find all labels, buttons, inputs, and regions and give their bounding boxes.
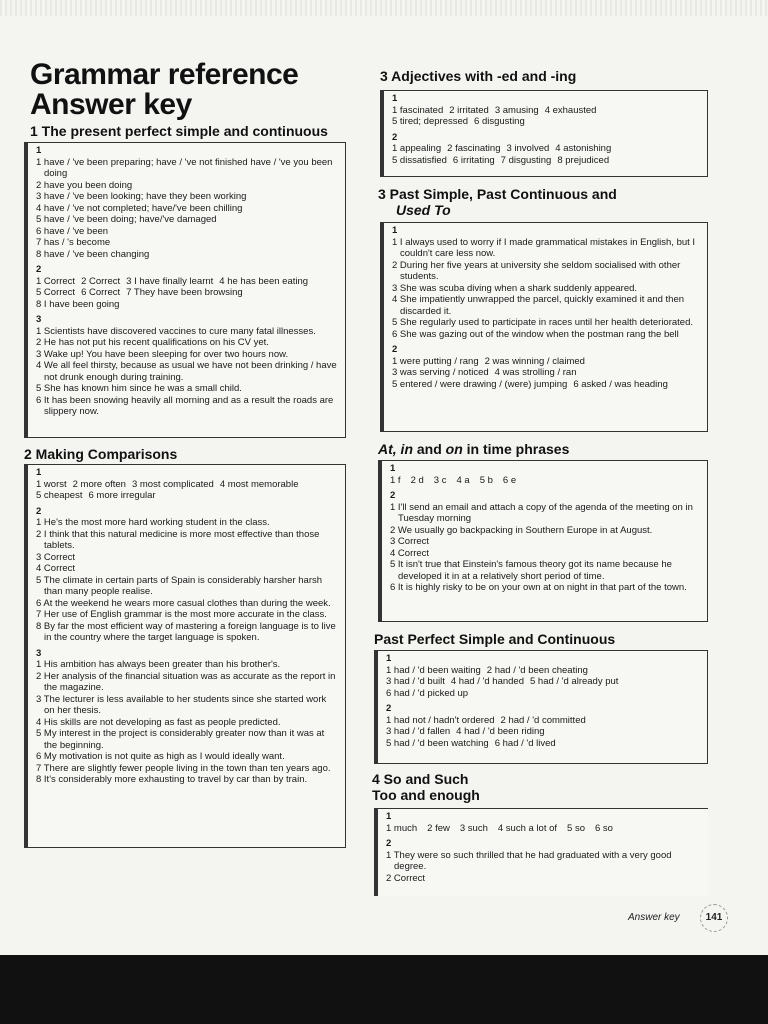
answer-row — [386, 676, 701, 688]
answer-box-so-such — [374, 808, 708, 896]
answer-item: 3 I have finally learnt — [126, 275, 214, 287]
answer-line: 7 Her use of English grammar is the most more accurate in the class. — [36, 609, 327, 620]
answer-item: 4 such a lot of — [497, 822, 558, 834]
answer-item: 4 a — [456, 474, 470, 486]
answer-line: 4 Correct — [390, 547, 430, 559]
answer-line: 5 It isn't true that Einstein's famous theory got its name because he developed it in at a relatively short period of time. — [390, 559, 672, 582]
answer-item: 3 involved — [506, 143, 550, 154]
answer-group — [386, 811, 702, 834]
title-part: in time phrases — [462, 441, 570, 457]
section-title-time-phrases — [378, 441, 569, 457]
answer-item: 7 They have been browsing — [126, 287, 243, 298]
answer-item: 6 more irregular — [88, 490, 156, 501]
answer-line: 6 It is highly risky to be on your own at on night in that part of the town. — [390, 582, 687, 593]
answer-item: 3 had / 'd fallen — [386, 726, 451, 737]
answer-item: 5 had / 'd been watching — [386, 737, 489, 749]
group-number: 2 — [390, 490, 396, 501]
answer-line: 1 His ambition has always been greater than his brother's. — [36, 659, 281, 670]
answer-item: 1 had / 'd been waiting — [386, 664, 481, 676]
answer-item: 8 prejudiced — [557, 154, 610, 166]
group-number: 2 — [36, 264, 42, 275]
answer-item: 1 Correct — [36, 275, 76, 287]
section-title-line1: 3 Past Simple, Past Continuous and — [378, 186, 617, 202]
answer-item: 6 Correct — [81, 287, 121, 298]
answer-item: 3 had / 'd built — [386, 676, 445, 687]
section-title-past-simple — [378, 186, 617, 218]
section-title-line2: Too and enough — [372, 787, 480, 803]
answer-item: 3 was serving / noticed — [392, 367, 489, 378]
answer-item: 2 had / 'd been cheating — [486, 664, 588, 676]
answer-item: 4 was strolling / ran — [494, 367, 577, 378]
answer-line: 5 The climate in certain parts of Spain is considerably harsher harsh than many people realise. — [36, 574, 323, 597]
answer-line: 3 She was scuba diving when a shark suddenly appeared. — [392, 282, 638, 294]
scan-edge — [0, 0, 768, 16]
answer-row — [386, 688, 701, 700]
section-title-past-perfect: Past Perfect Simple and Continuous — [374, 631, 616, 647]
answer-line: 1 I'll send an email and attach a copy of the agenda of the meeting on in Tuesday morning — [390, 501, 693, 524]
answer-group — [390, 490, 701, 594]
answer-row — [392, 356, 701, 368]
answer-item: 5 entered / were drawing / (were) jumping — [392, 378, 568, 390]
answer-box-adjectives — [380, 90, 708, 177]
answer-line: 6 At the weekend he wears more casual clothes than during the week. — [36, 597, 331, 609]
answer-item: 5 Correct — [36, 287, 76, 298]
scan-background — [0, 955, 768, 1024]
answer-item: 2 d — [410, 474, 424, 486]
answer-item: 2 few — [427, 822, 450, 834]
answer-item: 4 most memorable — [219, 478, 299, 490]
section-title-comparisons: 2 Making Comparisons — [24, 446, 178, 462]
answer-item: 6 e — [502, 474, 517, 486]
answer-line: 3 Wake up! You have been sleeping for over two hours now. — [36, 348, 289, 360]
answer-line: 7 There are slightly fewer people living in the town than ten years ago. — [36, 762, 331, 774]
answer-item: 2 irritated — [449, 104, 489, 116]
page-number: 141 — [700, 904, 728, 932]
answer-row — [392, 155, 701, 167]
answer-item: 1 f — [390, 474, 401, 486]
answer-line: 6 It has been snowing heavily all morning and as a result the roads are slippery now. — [36, 394, 334, 417]
answer-item: 6 asked / was heading — [573, 378, 668, 390]
answer-line: 4 She impatiently unwrapped the parcel, quickly examined it and then discarded it. — [392, 294, 685, 317]
answer-item: 3 such — [459, 822, 488, 834]
group-number: 2 — [386, 703, 392, 714]
answer-line: 3 The lecturer is less available to her students since she started work on her thesis. — [36, 693, 327, 716]
answer-group — [36, 467, 339, 502]
answer-item: 1 appealing — [392, 143, 442, 154]
group-number: 1 — [390, 463, 396, 474]
answer-row — [36, 299, 339, 311]
answer-row — [386, 823, 702, 835]
answer-item: 7 disgusting — [500, 154, 552, 166]
section-title-adjectives: 3 Adjectives with -ed and -ing — [380, 68, 577, 84]
group-number: 2 — [392, 344, 398, 355]
section-title-so-such — [372, 771, 480, 803]
answer-row — [36, 276, 339, 288]
answer-line: 6 She was gazing out of the window when the postman rang the bell — [392, 328, 679, 340]
answer-item: 4 had / 'd been riding — [456, 726, 545, 737]
answer-line: 4 His skills are not developing as fast as people predicted. — [36, 716, 281, 728]
answer-line: 2 have you been doing — [36, 179, 133, 191]
answer-group — [386, 703, 701, 749]
answer-item: 6 had / 'd picked up — [386, 687, 469, 699]
answer-line: 6 My motivation is not quite as high as I would ideally want. — [36, 751, 285, 762]
group-number: 1 — [386, 811, 392, 822]
answer-item: 3 amusing — [494, 104, 539, 116]
section-title-present-perfect: 1 The present perfect simple and continuous — [30, 123, 328, 139]
page-title-line1: Grammar reference — [30, 58, 299, 91]
answer-item: 1 had not / hadn't ordered — [386, 714, 495, 726]
answer-row — [392, 116, 701, 128]
answer-group — [36, 506, 339, 644]
answer-row — [386, 738, 701, 750]
answer-item: 4 he has been eating — [219, 275, 309, 287]
answer-line: 8 have / 've been changing — [36, 248, 150, 260]
answer-line: 2 Correct — [386, 872, 426, 884]
answer-line: 8 It's considerably more exhausting to travel by car than by train. — [36, 774, 308, 785]
answer-item: 4 astonishing — [555, 143, 612, 154]
answer-item: 5 b — [479, 474, 493, 486]
title-part: At, in — [378, 441, 413, 457]
answer-line: 2 He has not put his recent qualifications on his CV yet. — [36, 337, 269, 348]
group-number: 1 — [392, 93, 398, 104]
answer-item: 1 fascinated — [392, 104, 444, 116]
answer-item: 4 had / 'd handed — [450, 676, 524, 687]
answer-group — [392, 225, 701, 340]
footer-label: Answer key — [628, 912, 680, 923]
answer-line: 5 have / 've been doing; have/'ve damaged — [36, 214, 217, 225]
answer-line: 5 She has known him since he was a small child. — [36, 383, 242, 394]
answer-item: 5 so — [567, 822, 585, 834]
group-number: 2 — [36, 505, 42, 517]
answer-box-past-simple — [380, 222, 708, 432]
answer-item: 1 were putting / rang — [392, 355, 479, 367]
answer-line: 1 I always used to worry if I made grammatical mistakes in English, but I couldn't care less now. — [392, 236, 696, 259]
answer-box-past-perfect — [374, 650, 708, 764]
answer-row — [386, 726, 701, 738]
answer-line: 1 He's the most more hard working student in the class. — [36, 517, 270, 528]
answer-line: 2 During her five years at university she seldom socialised with other students. — [392, 259, 681, 282]
group-number: 1 — [392, 225, 398, 236]
answer-line: 4 Correct — [36, 563, 76, 574]
answer-row — [392, 367, 701, 379]
answer-group — [392, 344, 701, 390]
title-part: and — [413, 441, 446, 457]
answer-line: 7 has / 's become — [36, 237, 111, 248]
answer-item: 5 dissatisfied — [392, 154, 447, 166]
answer-item: 2 more often — [72, 478, 126, 490]
group-number: 1 — [36, 467, 42, 478]
answer-row — [386, 715, 701, 727]
answer-item: 2 Correct — [81, 275, 121, 287]
answer-line: 1 They were so such thrilled that he had graduated with a very good degree. — [386, 849, 672, 872]
group-number: 3 — [36, 314, 42, 325]
answer-row — [392, 105, 701, 117]
answer-line: 1 have / 've been preparing; have / 've not finished have / 've you been doing — [36, 156, 333, 179]
page-title-line2: Answer key — [30, 88, 192, 121]
group-number: 1 — [386, 653, 392, 664]
answer-item: 8 I have been going — [36, 298, 120, 310]
answer-row — [392, 379, 701, 391]
answer-item: 5 tired; depressed — [392, 116, 469, 127]
answer-item: 6 so — [595, 822, 613, 834]
group-number: 3 — [36, 647, 42, 659]
answer-line: 2 I think that this natural medicine is more most effective than those tablets. — [36, 528, 320, 551]
answer-item: 2 fascinating — [447, 143, 501, 154]
answer-item: 6 disgusting — [474, 116, 525, 127]
answer-item: 4 exhausted — [544, 104, 597, 116]
answer-item: 2 had / 'd committed — [500, 714, 586, 726]
section-title-line1: 4 So and Such — [372, 771, 469, 787]
answer-group — [386, 653, 701, 699]
answer-line: 2 We usually go backpacking in Southern Europe in at August. — [390, 524, 653, 536]
group-number: 1 — [36, 145, 42, 156]
answer-line: 5 She regularly used to participate in races until her health deteriorated. — [392, 317, 694, 328]
answer-row — [36, 490, 339, 502]
answer-line: 4 We all feel thirsty, because as usual we have not been drinking / have not drunk enough during training. — [36, 360, 337, 383]
answer-group — [392, 132, 701, 167]
answer-group — [386, 838, 702, 884]
answer-item: 3 c — [433, 474, 447, 486]
answer-line: 3 have / 've been looking; have they been working — [36, 191, 247, 202]
answer-line: 3 Correct — [390, 536, 430, 547]
answer-box-comparisons — [24, 464, 346, 848]
title-part: on — [445, 441, 463, 457]
answer-box-time-phrases — [378, 460, 708, 622]
answer-group — [36, 145, 339, 260]
answer-item: 2 was winning / claimed — [484, 355, 585, 367]
answer-item: 5 cheapest — [36, 490, 83, 501]
answer-row — [390, 475, 701, 487]
answer-item: 6 had / 'd lived — [494, 737, 556, 749]
answer-item: 1 worst — [36, 478, 67, 490]
answer-item: 6 irritating — [452, 154, 495, 166]
answer-row — [36, 479, 339, 491]
answer-line: 3 Correct — [36, 551, 76, 563]
answer-line: 6 have / 've been — [36, 225, 109, 237]
answer-group — [36, 648, 339, 786]
answer-line: 2 Her analysis of the financial situation was as accurate as the report in the magazine. — [36, 670, 336, 693]
group-number: 2 — [392, 131, 398, 143]
page-title — [30, 60, 298, 120]
answer-item: 5 had / 'd already put — [530, 676, 619, 687]
answer-line: 4 have / 've not completed; have/'ve been chilling — [36, 202, 243, 214]
answer-group — [36, 264, 339, 310]
group-number: 2 — [386, 838, 392, 849]
answer-row — [386, 665, 701, 677]
answer-row — [36, 287, 339, 299]
answer-box-present-perfect — [24, 142, 346, 438]
answer-group — [392, 93, 701, 128]
answer-line: 5 My interest in the project is considerably greater now than it was at the beginning. — [36, 728, 325, 751]
answer-item: 1 much — [386, 822, 418, 834]
answer-group — [36, 314, 339, 418]
answer-row — [392, 143, 701, 155]
answer-item: 3 most complicated — [131, 478, 214, 490]
answer-line: 8 By far the most efficient way of mastering a foreign language is to live in the country where the target language is spoken. — [36, 620, 336, 643]
answer-group — [390, 463, 701, 486]
section-title-line2: Used To — [396, 202, 451, 218]
answer-line: 1 Scientists have discovered vaccines to cure many fatal illnesses. — [36, 325, 316, 337]
